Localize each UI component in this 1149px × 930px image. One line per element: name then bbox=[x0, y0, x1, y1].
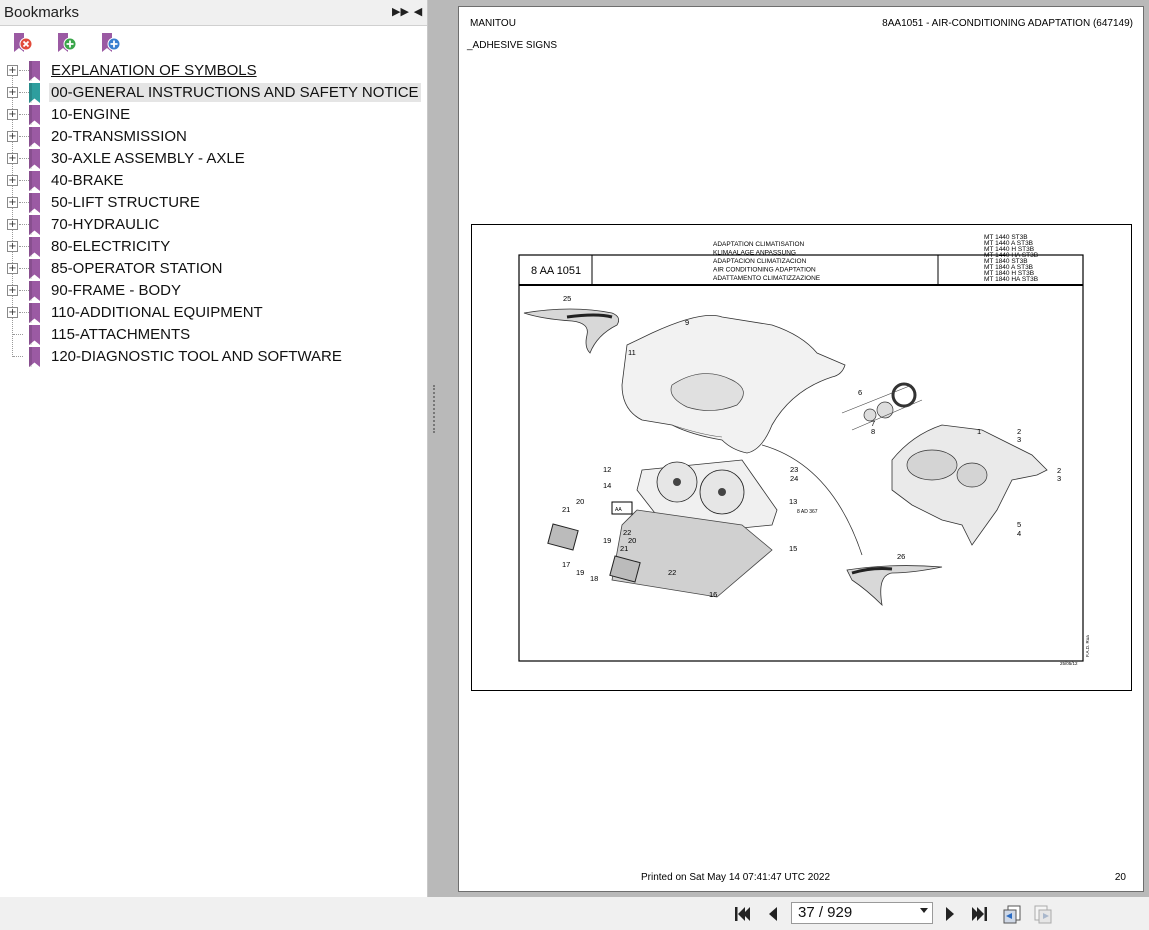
bookmark-icon bbox=[28, 347, 41, 367]
drawing-callout: 5 bbox=[1017, 520, 1022, 529]
bookmark-label[interactable]: 10-ENGINE bbox=[51, 106, 131, 123]
drawing-callout: 1 bbox=[977, 427, 982, 436]
bookmark-item[interactable] bbox=[0, 214, 428, 236]
exploded-view-drawing bbox=[472, 225, 1133, 692]
bookmarks-header bbox=[0, 0, 427, 26]
drawing-callout: 9 bbox=[685, 318, 690, 327]
expand-node-icon[interactable]: + bbox=[8, 175, 17, 186]
drawing-code: 8 AA 1051 bbox=[531, 265, 582, 277]
add-bookmark-icon[interactable] bbox=[54, 31, 78, 55]
bookmark-icon bbox=[28, 281, 41, 301]
bookmark-label[interactable]: 120-DIAGNOSTIC TOOL AND SOFTWARE bbox=[51, 348, 342, 365]
bookmark-label[interactable]: 20-TRANSMISSION bbox=[51, 128, 187, 145]
drawing-callout: 14 bbox=[603, 481, 612, 490]
drawing-callout: 7 bbox=[871, 419, 876, 428]
drawing-model-line: MT 1840 H ST3B bbox=[984, 270, 1035, 277]
bookmark-label[interactable]: 90-FRAME - BODY bbox=[51, 282, 182, 299]
bookmark-item[interactable] bbox=[0, 346, 428, 368]
expand-node-icon[interactable]: + bbox=[8, 197, 17, 208]
first-page-icon[interactable] bbox=[731, 903, 753, 925]
bookmarks-panel bbox=[0, 0, 428, 897]
bookmark-label[interactable]: 110-ADDITIONAL EQUIPMENT bbox=[51, 304, 263, 321]
collapse-panel-icon[interactable]: ◀ bbox=[413, 6, 423, 18]
page-number: 20 bbox=[1114, 872, 1126, 883]
drawing-callout: 8 AD 367 bbox=[797, 509, 818, 515]
drawing-callout: 18 bbox=[590, 574, 599, 583]
drawing-callout: 19 bbox=[603, 536, 612, 545]
expand-node-icon[interactable]: + bbox=[8, 285, 17, 296]
expand-node-icon[interactable]: + bbox=[8, 87, 17, 98]
bookmark-icon bbox=[28, 259, 41, 279]
expand-node-icon[interactable]: + bbox=[8, 109, 17, 120]
expand-node-icon[interactable]: + bbox=[8, 131, 17, 142]
bookmark-item[interactable] bbox=[0, 126, 428, 148]
delete-bookmark-icon[interactable] bbox=[10, 31, 34, 55]
bookmark-icon bbox=[28, 303, 41, 323]
bookmark-label[interactable]: 50-LIFT STRUCTURE bbox=[51, 194, 200, 211]
expand-node-icon[interactable]: + bbox=[8, 219, 17, 230]
drawing-model-line: MT 1840 HA ST3B bbox=[984, 276, 1039, 283]
drawing-callout: 16 bbox=[709, 590, 718, 599]
bookmark-item[interactable] bbox=[0, 258, 428, 280]
bookmark-icon bbox=[28, 105, 41, 125]
drawing-callout: 23 bbox=[790, 465, 799, 474]
drawing-callout: 3 bbox=[1017, 435, 1022, 444]
expand-node-icon[interactable]: + bbox=[8, 153, 17, 164]
bookmark-label[interactable]: 85-OPERATOR STATION bbox=[51, 260, 223, 277]
bookmark-icon bbox=[28, 193, 41, 213]
drawing-callout: 20 bbox=[576, 497, 585, 506]
drawing-callout: 12 bbox=[603, 465, 612, 474]
page-number-select[interactable]: 37 / 929 bbox=[791, 902, 933, 924]
document-page bbox=[458, 6, 1144, 892]
bookmark-icon bbox=[28, 325, 41, 345]
page-reference: 8AA1051 - AIR-CONDITIONING ADAPTATION (647149) bbox=[882, 18, 1133, 29]
drawing-title-line: ADATTAMENTO CLIMATIZZAZIONE bbox=[713, 275, 821, 282]
page-navigation-bar bbox=[0, 897, 1149, 930]
bookmark-label[interactable]: 70-HYDRAULIC bbox=[51, 216, 160, 233]
drawing-callout: 19 bbox=[576, 568, 585, 577]
drawing-callout: 11 bbox=[628, 348, 636, 357]
document-viewer bbox=[440, 0, 1149, 897]
drawing-callout: 21 bbox=[562, 505, 571, 514]
drawing-callout: 13 bbox=[789, 497, 798, 506]
svg-text:AA: AA bbox=[615, 507, 622, 513]
drawing-callout: 8 bbox=[871, 427, 876, 436]
drawing-callout: 2 bbox=[1057, 466, 1062, 475]
drawing-callout: 26 bbox=[897, 552, 906, 561]
bookmark-icon bbox=[28, 83, 41, 103]
drawing-callout: 3 bbox=[1057, 474, 1062, 483]
next-view-icon[interactable] bbox=[1032, 903, 1054, 925]
drawing-side-code: F.A.D. Rua bbox=[1085, 635, 1090, 657]
drawing-callout: 4 bbox=[1017, 529, 1022, 538]
previous-page-icon[interactable] bbox=[762, 903, 784, 925]
bookmark-label[interactable]: 40-BRAKE bbox=[51, 172, 124, 189]
drawing-callout: 21 bbox=[620, 544, 629, 553]
page-brand: MANITOU bbox=[470, 18, 516, 29]
bookmark-item[interactable] bbox=[0, 236, 428, 258]
drawing-model-line: MT 1440 A ST3B bbox=[984, 240, 1034, 247]
bookmarks-title: Bookmarks bbox=[4, 4, 80, 21]
expand-node-icon[interactable]: + bbox=[8, 263, 17, 274]
bookmark-item[interactable] bbox=[0, 324, 428, 346]
bookmark-icon bbox=[28, 127, 41, 147]
drawing-title-line: ADAPTACION CLIMATIZACION bbox=[713, 258, 807, 265]
drawing-callout: 24 bbox=[790, 474, 799, 483]
drawing-callout: 25 bbox=[563, 294, 572, 303]
bookmark-label[interactable]: 00-GENERAL INSTRUCTIONS AND SAFETY NOTICE bbox=[51, 84, 419, 101]
drawing-model-line: MT 1440 H ST3B bbox=[984, 246, 1035, 253]
drawing-callout: 22 bbox=[668, 568, 677, 577]
splitter-grip[interactable] bbox=[433, 385, 435, 433]
bookmark-item[interactable] bbox=[0, 104, 428, 126]
bookmark-item[interactable] bbox=[0, 170, 428, 192]
drawing-callout: 6 bbox=[858, 388, 863, 397]
drawing-callout: 20 bbox=[628, 536, 637, 545]
drawing-model-line: MT 1840 ST3B bbox=[984, 258, 1028, 265]
bookmark-label[interactable]: 80-ELECTRICITY bbox=[51, 238, 171, 255]
drawing-date: 25/05/12 bbox=[1060, 661, 1078, 666]
bookmark-item[interactable] bbox=[0, 302, 428, 324]
drawing-title-line: ADAPTATION CLIMATISATION bbox=[713, 241, 805, 248]
drawing-callout: 2 bbox=[1017, 427, 1022, 436]
drawing-title-line: KLIMAALAGE ANPASSUNG bbox=[713, 249, 796, 257]
bookmark-icon bbox=[28, 237, 41, 257]
bookmark-label[interactable]: EXPLANATION OF SYMBOLS bbox=[51, 62, 257, 79]
bookmark-item[interactable] bbox=[0, 82, 428, 104]
bookmarks-toolbar bbox=[0, 26, 427, 58]
bookmark-icon bbox=[28, 149, 41, 169]
drawing-model-line: MT 1440 ST3B bbox=[984, 234, 1028, 241]
bookmark-icon bbox=[28, 171, 41, 191]
bookmark-icon bbox=[28, 61, 41, 81]
drawing-callout: 17 bbox=[562, 560, 571, 569]
drawing-model-line: MT 1840 A ST3B bbox=[984, 264, 1034, 271]
next-page-icon[interactable] bbox=[939, 903, 961, 925]
add-child-bookmark-icon[interactable] bbox=[98, 31, 122, 55]
bookmark-item[interactable] bbox=[0, 280, 428, 302]
bookmark-tree bbox=[0, 60, 428, 368]
bookmark-item[interactable] bbox=[0, 148, 428, 170]
bookmark-icon bbox=[28, 215, 41, 235]
expand-node-icon[interactable]: + bbox=[8, 65, 17, 76]
previous-view-icon[interactable] bbox=[1001, 903, 1023, 925]
drawing-callout: 22 bbox=[623, 528, 632, 537]
expand-node-icon[interactable]: + bbox=[8, 307, 17, 318]
parts-drawing bbox=[471, 224, 1132, 691]
bookmark-label[interactable]: 30-AXLE ASSEMBLY - AXLE bbox=[51, 150, 245, 167]
bookmark-label[interactable]: 115-ATTACHMENTS bbox=[51, 326, 191, 343]
bookmark-item[interactable] bbox=[0, 192, 428, 214]
expand-node-icon[interactable]: + bbox=[8, 241, 17, 252]
drawing-title-line: AIR CONDITIONING ADAPTATION bbox=[713, 266, 816, 274]
bookmark-item[interactable] bbox=[0, 60, 428, 82]
chevron-down-icon[interactable] bbox=[920, 908, 928, 913]
page-printed-date: Printed on Sat May 14 07:41:47 UTC 2022 bbox=[641, 872, 831, 883]
drawing-model-line: MT 1440 HA ST3B bbox=[984, 252, 1039, 259]
drawing-callout: 15 bbox=[789, 544, 798, 553]
page-section-title: _ADHESIVE SIGNS bbox=[467, 40, 558, 51]
expand-panel-icon[interactable]: ▶▶ bbox=[392, 6, 409, 18]
last-page-icon[interactable] bbox=[969, 903, 991, 925]
